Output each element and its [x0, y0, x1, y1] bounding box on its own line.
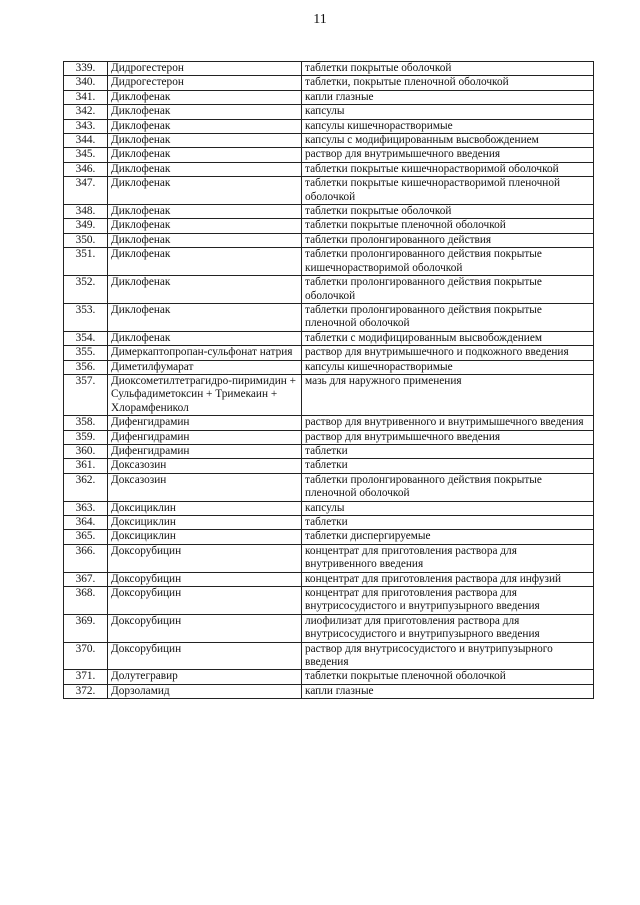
drug-name-cell: Доксорубицин — [108, 587, 302, 615]
dosage-form-cell: лиофилизат для приготовления раствора для внутрисосудистого и внутрипузырного введения — [302, 614, 594, 642]
table-row — [64, 360, 594, 374]
table-row — [64, 642, 594, 670]
row-number-cell: 355. — [64, 346, 108, 360]
table-row — [64, 105, 594, 119]
dosage-form-cell: капсулы кишечнорастворимые — [302, 119, 594, 133]
row-number-cell: 368. — [64, 587, 108, 615]
table-row — [64, 501, 594, 515]
dosage-form-cell: раствор для внутримышечного и подкожного введения — [302, 346, 594, 360]
drug-name-cell: Диклофенак — [108, 105, 302, 119]
drug-name-cell: Дидрогестерон — [108, 76, 302, 90]
dosage-form-cell: таблетки — [302, 459, 594, 473]
row-number-cell: 343. — [64, 119, 108, 133]
drug-name-cell: Дифенгидрамин — [108, 444, 302, 458]
drug-name-cell: Диклофенак — [108, 90, 302, 104]
table-row — [64, 346, 594, 360]
dosage-form-cell: таблетки покрытые пленочной оболочкой — [302, 670, 594, 684]
dosage-form-cell: капсулы — [302, 501, 594, 515]
dosage-form-cell: раствор для внутримышечного введения — [302, 430, 594, 444]
row-number-cell: 372. — [64, 684, 108, 698]
drug-name-cell: Доксициклин — [108, 530, 302, 544]
table-row — [64, 684, 594, 698]
drug-name-cell: Доксазозин — [108, 459, 302, 473]
row-number-cell: 366. — [64, 544, 108, 572]
dosage-form-cell: таблетки покрытые оболочкой — [302, 205, 594, 219]
row-number-cell: 349. — [64, 219, 108, 233]
table-row — [64, 544, 594, 572]
dosage-form-cell: таблетки пролонгированного действия покрытые пленочной оболочкой — [302, 303, 594, 331]
drug-table — [63, 61, 594, 699]
drug-name-cell: Диклофенак — [108, 233, 302, 247]
drug-name-cell: Диоксометилтетрагидро-пиримидин + Сульфадиметоксин + Тримекаин + Хлорамфеникол — [108, 374, 302, 415]
dosage-form-cell: раствор для внутримышечного введения — [302, 148, 594, 162]
table-row — [64, 233, 594, 247]
drug-name-cell: Дидрогестерон — [108, 62, 302, 76]
dosage-form-cell: таблетки покрытые кишечнорастворимой оболочкой — [302, 162, 594, 176]
drug-name-cell: Диклофенак — [108, 276, 302, 304]
table-row — [64, 148, 594, 162]
dosage-form-cell: капсулы с модифицированным высвобождением — [302, 134, 594, 148]
dosage-form-cell: таблетки пролонгированного действия — [302, 233, 594, 247]
drug-name-cell: Доксорубицин — [108, 614, 302, 642]
row-number-cell: 360. — [64, 444, 108, 458]
table-row — [64, 90, 594, 104]
drug-name-cell: Диклофенак — [108, 303, 302, 331]
row-number-cell: 342. — [64, 105, 108, 119]
drug-name-cell: Диклофенак — [108, 134, 302, 148]
row-number-cell: 371. — [64, 670, 108, 684]
drug-name-cell: Диметилфумарат — [108, 360, 302, 374]
dosage-form-cell: таблетки пролонгированного действия покрытые кишечнорастворимой оболочкой — [302, 248, 594, 276]
row-number-cell: 348. — [64, 205, 108, 219]
table-row — [64, 248, 594, 276]
row-number-cell: 367. — [64, 572, 108, 586]
table-row — [64, 76, 594, 90]
row-number-cell: 345. — [64, 148, 108, 162]
dosage-form-cell: таблетки — [302, 516, 594, 530]
table-row — [64, 516, 594, 530]
dosage-form-cell: таблетки покрытые оболочкой — [302, 62, 594, 76]
drug-name-cell: Диклофенак — [108, 162, 302, 176]
dosage-form-cell: таблетки пролонгированного действия покрытые пленочной оболочкой — [302, 473, 594, 501]
row-number-cell: 357. — [64, 374, 108, 415]
drug-name-cell: Дифенгидрамин — [108, 416, 302, 430]
dosage-form-cell: капли глазные — [302, 90, 594, 104]
row-number-cell: 364. — [64, 516, 108, 530]
row-number-cell: 370. — [64, 642, 108, 670]
drug-name-cell: Диклофенак — [108, 205, 302, 219]
dosage-form-cell: капсулы — [302, 105, 594, 119]
table-row — [64, 572, 594, 586]
row-number-cell: 356. — [64, 360, 108, 374]
drug-name-cell: Диклофенак — [108, 119, 302, 133]
dosage-form-cell: таблетки — [302, 444, 594, 458]
drug-name-cell: Диклофенак — [108, 219, 302, 233]
drug-name-cell: Диклофенак — [108, 248, 302, 276]
drug-name-cell: Дифенгидрамин — [108, 430, 302, 444]
row-number-cell: 369. — [64, 614, 108, 642]
table-row — [64, 303, 594, 331]
table-row — [64, 219, 594, 233]
dosage-form-cell: таблетки покрытые кишечнорастворимой пленочной оболочкой — [302, 177, 594, 205]
dosage-form-cell: раствор для внутрисосудистого и внутрипузырного введения — [302, 642, 594, 670]
table-row — [64, 587, 594, 615]
table-row — [64, 162, 594, 176]
row-number-cell: 341. — [64, 90, 108, 104]
table-row — [64, 276, 594, 304]
drug-name-cell: Доксазозин — [108, 473, 302, 501]
page-number: 11 — [313, 12, 327, 27]
dosage-form-cell: таблетки, покрытые пленочной оболочкой — [302, 76, 594, 90]
row-number-cell: 347. — [64, 177, 108, 205]
dosage-form-cell: концентрат для приготовления раствора для инфузий — [302, 572, 594, 586]
drug-name-cell: Доксициклин — [108, 516, 302, 530]
table-body — [64, 62, 594, 699]
table-row — [64, 134, 594, 148]
drug-name-cell: Диклофенак — [108, 148, 302, 162]
row-number-cell: 352. — [64, 276, 108, 304]
table-row — [64, 473, 594, 501]
drug-name-cell: Долутегравир — [108, 670, 302, 684]
table-row — [64, 670, 594, 684]
dosage-form-cell: раствор для внутривенного и внутримышечного введения — [302, 416, 594, 430]
table-row — [64, 416, 594, 430]
row-number-cell: 358. — [64, 416, 108, 430]
drug-name-cell: Диклофенак — [108, 177, 302, 205]
dosage-form-cell: таблетки пролонгированного действия покрытые оболочкой — [302, 276, 594, 304]
drug-name-cell: Дорзоламид — [108, 684, 302, 698]
drug-name-cell: Диклофенак — [108, 331, 302, 345]
row-number-cell: 359. — [64, 430, 108, 444]
table-row — [64, 62, 594, 76]
dosage-form-cell: таблетки диспергируемые — [302, 530, 594, 544]
table-row — [64, 430, 594, 444]
row-number-cell: 346. — [64, 162, 108, 176]
drug-name-cell: Доксорубицин — [108, 642, 302, 670]
table-row — [64, 119, 594, 133]
table-row — [64, 459, 594, 473]
row-number-cell: 351. — [64, 248, 108, 276]
dosage-form-cell: мазь для наружного применения — [302, 374, 594, 415]
row-number-cell: 362. — [64, 473, 108, 501]
table-row — [64, 614, 594, 642]
drug-name-cell: Доксициклин — [108, 501, 302, 515]
dosage-form-cell: концентрат для приготовления раствора для внутривенного введения — [302, 544, 594, 572]
table-row — [64, 374, 594, 415]
table-row — [64, 530, 594, 544]
table-row — [64, 444, 594, 458]
row-number-cell: 354. — [64, 331, 108, 345]
row-number-cell: 365. — [64, 530, 108, 544]
drug-name-cell: Димеркаптопропан-сульфонат натрия — [108, 346, 302, 360]
table-row — [64, 177, 594, 205]
drug-name-cell: Доксорубицин — [108, 544, 302, 572]
dosage-form-cell: таблетки с модифицированным высвобождением — [302, 331, 594, 345]
row-number-cell: 363. — [64, 501, 108, 515]
dosage-form-cell: капли глазные — [302, 684, 594, 698]
table-row — [64, 331, 594, 345]
row-number-cell: 344. — [64, 134, 108, 148]
drug-name-cell: Доксорубицин — [108, 572, 302, 586]
row-number-cell: 353. — [64, 303, 108, 331]
row-number-cell: 350. — [64, 233, 108, 247]
table-row — [64, 205, 594, 219]
dosage-form-cell: таблетки покрытые пленочной оболочкой — [302, 219, 594, 233]
dosage-form-cell: концентрат для приготовления раствора для внутрисосудистого и внутрипузырного введения — [302, 587, 594, 615]
row-number-cell: 361. — [64, 459, 108, 473]
dosage-form-cell: капсулы кишечнорастворимые — [302, 360, 594, 374]
row-number-cell: 340. — [64, 76, 108, 90]
row-number-cell: 339. — [64, 62, 108, 76]
